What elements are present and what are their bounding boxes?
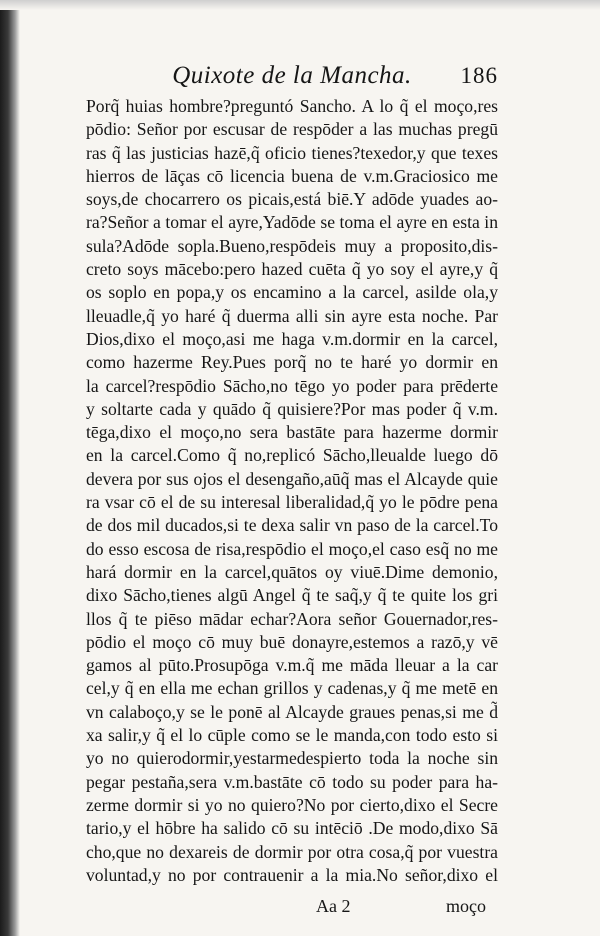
page-top-edge xyxy=(0,0,600,10)
text-line: xa salir,y q̃ el lo cūple como se le manda,con todo esto si xyxy=(86,725,498,746)
body-text xyxy=(86,95,498,887)
text-line: os soplo en popa,y os encamino a la carcel, asilde ola,y xyxy=(86,282,498,303)
text-line: en la carcel.Como q̃ no,replicó Sācho,lleualde luego dō xyxy=(86,445,498,466)
text-line: Dios,dixo el moço,asi me haga v.m.dormir en la carcel, xyxy=(86,328,498,349)
text-line: sula?Adōde sopla.Bueno,respōdeis muy a proposito,dis- xyxy=(86,235,498,256)
text-line: dixo Sācho,tienes algū Angel q̃ te saq̃,y q̃ te quite los gri xyxy=(86,585,498,606)
text-line: hierros de lāças cō licencia buena de v.m.Graciosico me xyxy=(86,165,498,186)
text-line: hará dormir en la carcel,quātos oy viuē.Dime demonio, xyxy=(86,561,498,582)
text-line: y soltarte cada y quādo q̃ quisiere?Por mas poder q̃ v.m. xyxy=(86,398,498,419)
text-line: llos q̃ te piēso mādar echar?Aora señor Gouernador,res- xyxy=(86,608,498,629)
text-line: pegar pestaña,sera v.m.bastāte cō todo su poder para ha- xyxy=(86,771,498,792)
text-line: tēga,dixo el moço,no sera bastāte para hazerme dormir xyxy=(86,422,498,443)
text-line: zerme dormir si yo no quiero?No por cierto,dixo el Secre xyxy=(86,794,498,815)
catchword: moço xyxy=(446,896,486,917)
text-line: ra vsar cō el de su interesal liberalidad,q̃ yo le pōdre pena xyxy=(86,492,498,513)
page-number: 186 xyxy=(460,63,498,88)
text-line: Porq̃ huias hombre?preguntó Sancho. A lo q̃ el moço,res xyxy=(86,96,498,116)
text-line: soys,de chocarrero os picais,está biē.Y adōde yuades ao- xyxy=(86,189,498,210)
text-line: pōdio: Señor por escusar de respōder a las muchas pregū xyxy=(86,119,498,140)
book-gutter-shadow xyxy=(0,0,20,936)
text-line: pōdio el moço cō muy buē donayre,estemos a razō,y vē xyxy=(86,631,498,652)
printed-page xyxy=(86,56,498,921)
text-line: cel,y q̃ en ella me echan grillos y cadenas,y q̃ me metē en xyxy=(86,678,498,699)
text-line: vn calaboço,y se le ponē al Alcayde graues penas,si me d̃ xyxy=(86,701,498,722)
text-line: gamos al pūto.Prosupōga v.m.q̃ me māda lleuar a la car xyxy=(86,655,498,676)
text-line: como hazerme Rey.Pues porq̃ no te haré yo dormir en xyxy=(86,352,498,373)
text-line: de dos mil ducados,si te dexa salir vn paso de la carcel.To xyxy=(86,515,498,536)
text-line: cho,que no dexareis de dormir por otra cosa,q̃ por vuestra xyxy=(86,841,498,862)
running-head xyxy=(86,56,498,96)
signature-mark: Aa 2 xyxy=(316,896,351,917)
text-line: tario,y el hōbre ha salido cō su intēciō .De modo,dixo Sā xyxy=(86,818,498,839)
page-footer xyxy=(86,891,498,921)
text-line: devera por sus ojos el desengaño,aūq̃ mas el Alcayde quie xyxy=(86,468,498,489)
text-line: yo no quierodormir,yestarmedespierto toda la noche sin xyxy=(86,748,498,769)
text-line: do esso escosa de risa,respōdio el moço,el caso esq̃ no me xyxy=(86,538,498,559)
text-line: la carcel?respōdio Sācho,no tēgo yo poder para prēderte xyxy=(86,375,498,396)
running-head-title: Quixote de la Mancha. xyxy=(172,62,412,89)
text-line: lleuadle,q̃ yo haré q̃ duerma alli sin ayre esta noche. Par xyxy=(86,305,498,326)
text-line: voluntad,y no por contrauenir a la mia.No señor,dixo el xyxy=(86,864,498,885)
text-line: creto soys mācebo:pero hazed cuēta q̃ yo soy el ayre,y q̃ xyxy=(86,259,498,280)
text-line: ras q̃ las justicias hazē,q̃ oficio tienes?texedor,y que texes xyxy=(86,142,498,163)
text-line: ra?Señor a tomar el ayre,Yadōde se toma el ayre en esta in xyxy=(86,212,498,233)
